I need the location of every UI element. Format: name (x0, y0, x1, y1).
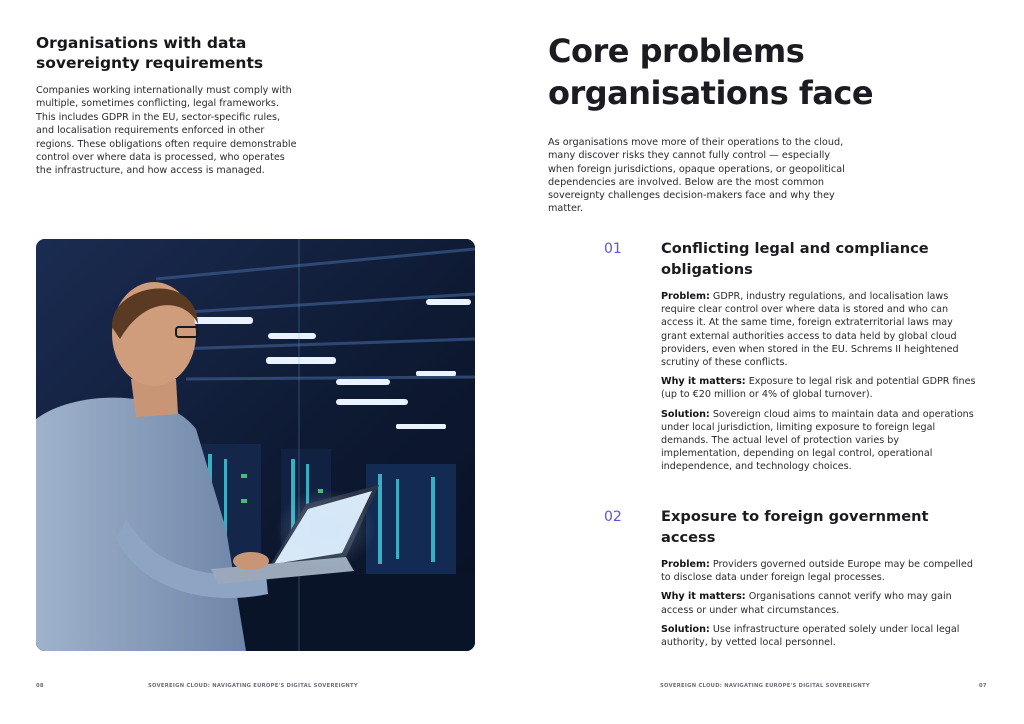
section-title: Organisations with data sovereignty requirements (36, 34, 264, 72)
solution-paragraph (661, 408, 979, 474)
item-title: Exposure to foreign government access (661, 508, 929, 546)
solution-text: Sovereign cloud aims to maintain data and operations under local jurisdiction, limiting exposure to foreign legal demands. The actual level of protection varies by implementation, depending on legal control, operational independence, and technology choices. (661, 408, 974, 473)
item-body (661, 507, 979, 655)
problem-label: Problem: (661, 559, 710, 570)
why-text: Organisations cannot verify who may gain access or under what circumstances. (661, 591, 952, 616)
footer-page-number: 07 (979, 683, 987, 689)
solution-text: Use infrastructure operated solely under local legal authority, by vetted local personnel. (661, 623, 960, 649)
problem-label: Problem: (661, 291, 710, 302)
page-title: Core problems organisations face (548, 32, 874, 112)
right-page (512, 0, 1024, 724)
footer-title: SOVEREIGN CLOUD: NAVIGATING EUROPE'S DIGITAL SOVEREIGNTY (148, 683, 358, 689)
why-paragraph (661, 375, 979, 401)
solution-label: Solution: (661, 623, 710, 635)
item-body (661, 239, 979, 480)
why-text: Exposure to legal risk and potential GDPR fines (up to €20 million or 4% of global turnover). (661, 376, 976, 401)
footer-title: SOVEREIGN CLOUD: NAVIGATING EUROPE'S DIGITAL SOVEREIGNTY (660, 683, 870, 689)
item-title: Conflicting legal and compliance obligations (661, 240, 929, 278)
solution-paragraph (661, 623, 979, 649)
intro-paragraph: As organisations move more of their operations to the cloud, many discover risks they cannot fully control — especially when foreign jurisdictions, opaque operations, or geopolitical dependencies are involved. Below are the most common sovereignty challenges decision-makers face and why they matter. (548, 137, 845, 215)
why-paragraph (661, 590, 979, 616)
data-center-photo (36, 239, 475, 651)
solution-label: Solution: (661, 408, 710, 420)
why-label: Why it matters: (661, 591, 746, 603)
item-number: 02 (604, 509, 622, 525)
problem-text: GDPR, industry regulations, and localisation laws require clear control over where data is stored and who can access it. At the same time, foreign extraterritorial laws may grant external authorities access to data held by global cloud providers, even when stored in the EU. Schrems II heightened scrutiny of these conflicts. (661, 291, 959, 369)
problem-paragraph (661, 558, 979, 584)
problem-paragraph (661, 290, 979, 369)
photo-illustration (36, 239, 475, 651)
why-label: Why it matters: (661, 376, 746, 388)
problem-text: Providers governed outside Europe may be compelled to disclose data under foreign legal processes. (661, 559, 973, 584)
item-number: 01 (604, 241, 622, 257)
section-body: Companies working internationally must comply with multiple, sometimes conflicting, legal frameworks. This includes GDPR in the EU, sector-specific rules, and localisation requirements enforced in other regions. These obligations often require demonstrable control over where data is processed, who operates the infrastructure, and how access is managed. (36, 85, 297, 177)
footer-page-number: 08 (36, 683, 44, 689)
